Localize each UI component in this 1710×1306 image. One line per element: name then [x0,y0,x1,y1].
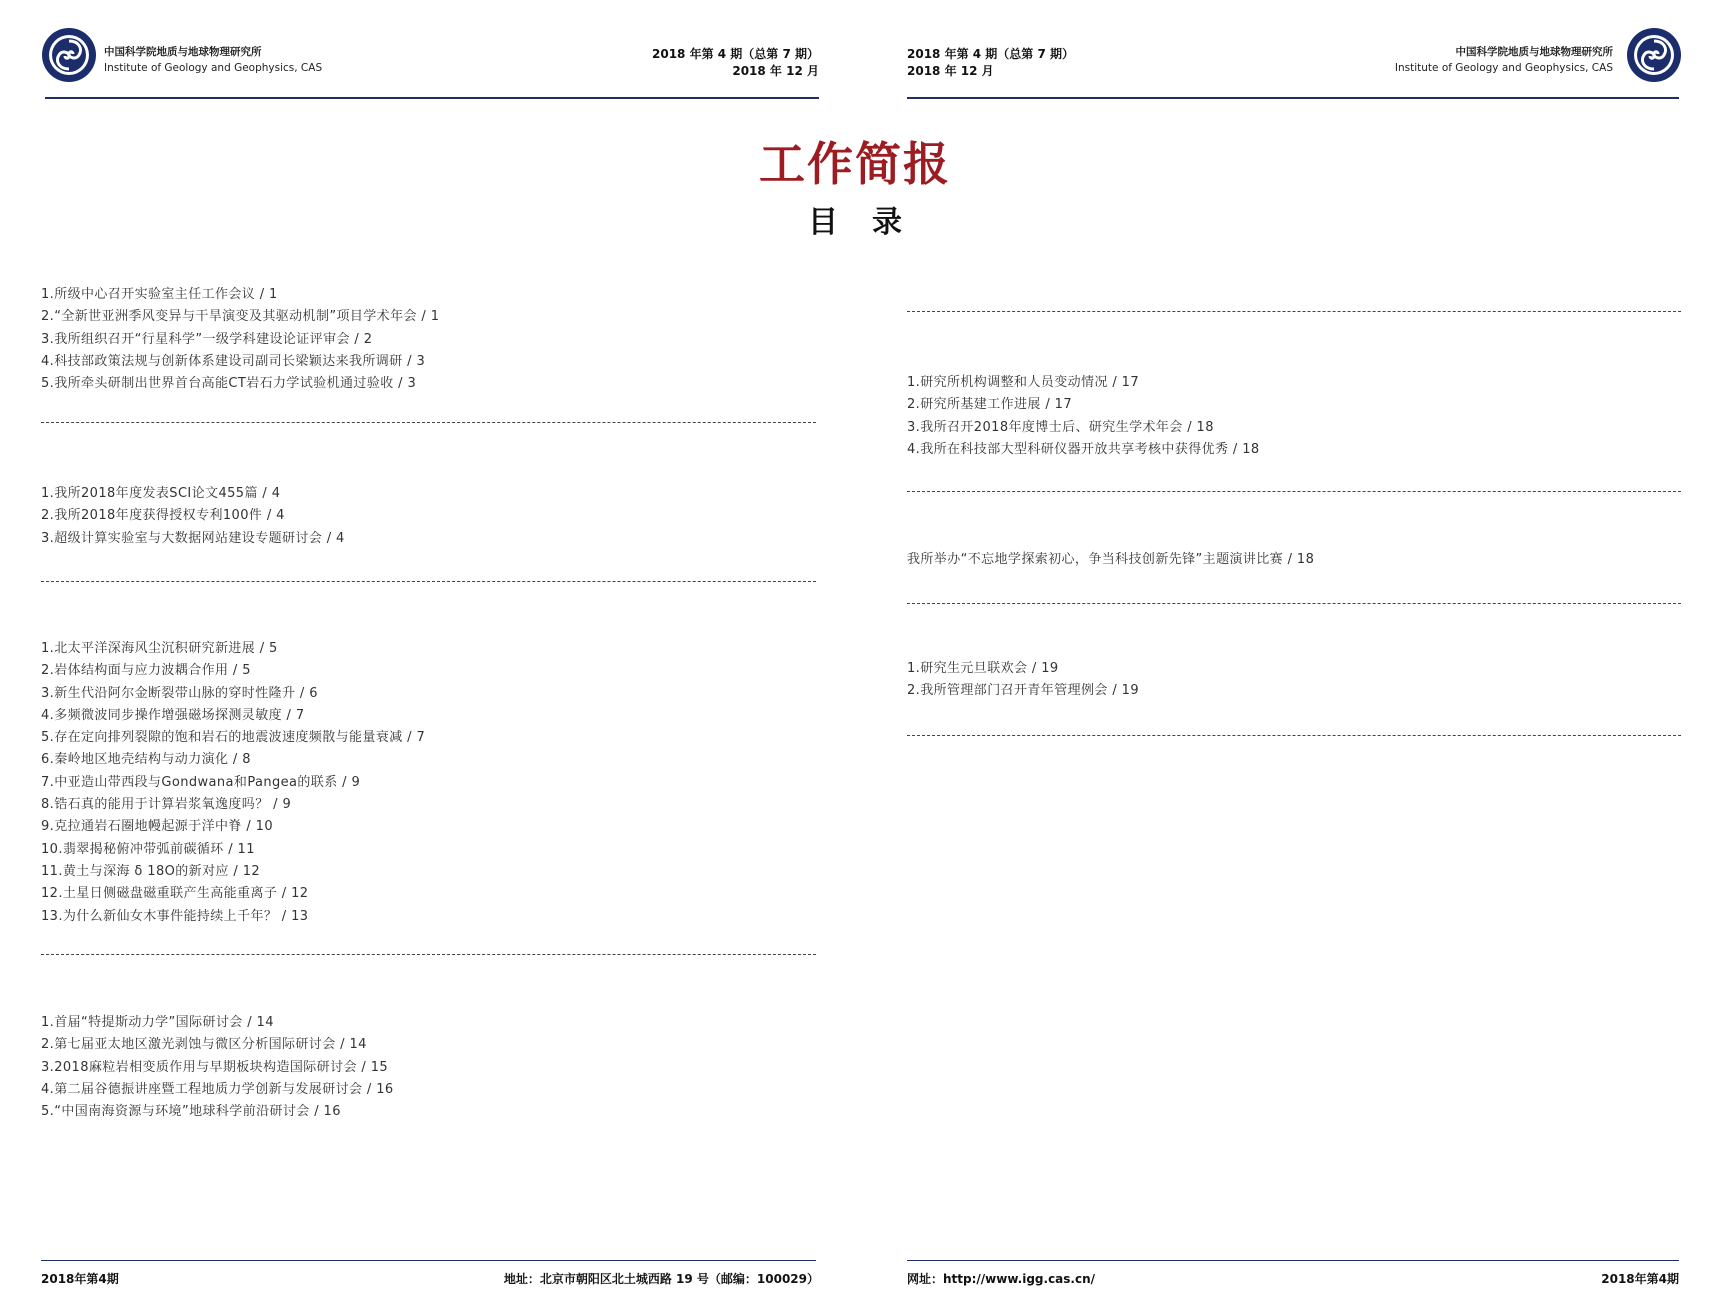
toc-item[interactable]: 7.中亚造山带西段与Gondwana和Pangea的联系 / 9 [41,774,361,790]
section-divider [41,422,816,423]
toc-item[interactable]: 13.为什么新仙女木事件能持续上千年？ / 13 [41,908,309,924]
toc-section [907,372,1260,461]
toc-item[interactable]: 1.北太平洋深海风尘沉积研究新进展 / 5 [41,641,278,656]
toc-item[interactable]: 4.科技部政策法规与创新体系建设司副司长梁颖达来我所调研 / 3 [41,353,426,369]
toc-item[interactable]: 3.新生代沿阿尔金断裂带山脉的穿时性隆升 / 6 [41,685,318,701]
issue-number: 2018 年第 4 期（总第 7 期） [907,47,1074,61]
toc-item[interactable]: 6.秦岭地区地壳结构与动力演化 / 8 [41,752,251,768]
toc-item[interactable]: 5.存在定向排列裂隙的饱和岩石的地震波速度频散与能量衰减 / 7 [41,730,426,746]
toc-section [41,483,345,550]
toc-item[interactable]: 2.“全新世亚洲季风变异与干旱演变及其驱动机制”项目学术年会 / 1 [41,309,440,325]
institute-name [104,44,322,76]
toc-item[interactable]: 10.翡翠揭秘俯冲带弧前碳循环 / 11 [41,841,255,857]
section-divider [907,311,1681,312]
toc-section [907,549,1314,571]
issue-date: 2018 年 12 月 [732,64,819,78]
toc-item[interactable]: 1.研究生元旦联欢会 / 19 [907,661,1059,676]
igg-cas-emblem-icon [1626,27,1682,83]
section-divider [907,491,1681,492]
igg-cas-emblem-icon [41,27,97,83]
toc-item[interactable]: 4.多频微波同步操作增强磁场探测灵敏度 / 7 [41,707,305,723]
issue-number: 2018 年第 4 期（总第 7 期） [652,47,819,61]
toc-item[interactable]: 2.研究所基建工作进展 / 17 [907,397,1072,413]
institute-name-en: Institute of Geology and Geophysics, CAS [1394,62,1613,74]
section-divider [41,581,816,582]
institute-name [1395,44,1613,76]
toc-item[interactable]: 9.克拉通岩石圈地幔起源于洋中脊 / 10 [41,819,273,835]
toc-item[interactable]: 3.超级计算实验室与大数据网站建设专题研讨会 / 4 [41,530,345,546]
toc-heading: 目录 [808,205,936,240]
toc-item[interactable]: 8.锆石真的能用于计算岩浆氧逸度吗？ / 9 [41,797,292,813]
toc-item[interactable]: 2.我所管理部门召开青年管理例会 / 19 [907,683,1139,699]
footer-website: 网址：http://www.igg.cas.cn/ [907,1272,1096,1286]
toc-item[interactable]: 1.所级中心召开实验室主任工作会议 / 1 [41,287,278,302]
right-page [855,0,1710,1306]
toc-item[interactable]: 2.我所2018年度获得授权专利100件 / 4 [41,508,285,524]
toc-item[interactable]: 1.研究所机构调整和人员变动情况 / 17 [907,375,1139,390]
toc-item[interactable]: 12.土星日侧磁盘磁重联产生高能重离子 / 12 [41,886,309,902]
section-divider [907,603,1681,604]
toc-item[interactable]: 1.首届“特提斯动力学”国际研讨会 / 14 [41,1015,274,1030]
issue-info [652,46,819,80]
toc-item[interactable]: 1.我所2018年度发表SCI论文455篇 / 4 [41,486,281,501]
toc-item[interactable]: 11.黄土与深海 δ 18O的新对应 / 12 [41,863,261,879]
footer-address: 地址：北京市朝阳区北土城西路 19 号（邮编：100029） [503,1272,819,1286]
footer-issue: 2018年第4期 [41,1272,119,1286]
page-title: 工作简报 [759,137,951,191]
toc-item[interactable]: 3.我所召开2018年度博士后、研究生学术年会 / 18 [907,419,1214,435]
issue-info [907,46,1074,80]
issue-date: 2018 年 12 月 [907,64,994,78]
institute-name-en: Institute of Geology and Geophysics, CAS [104,62,323,74]
toc-section [41,1012,394,1123]
header-rule [45,97,819,99]
section-divider [907,735,1681,736]
toc-section [41,638,425,928]
toc-item[interactable]: 3.我所组织召开“行星科学”一级学科建设论证评审会 / 2 [41,331,373,347]
footer-rule [41,1260,816,1261]
toc-item[interactable]: 我所举办“不忘地学探索初心，争当科技创新先锋”主题演讲比赛 / 18 [907,552,1315,567]
toc-item[interactable]: 5.“中国南海资源与环境”地球科学前沿研讨会 / 16 [41,1104,341,1120]
footer-rule [907,1260,1679,1261]
toc-item[interactable]: 4.我所在科技部大型科研仪器开放共享考核中获得优秀 / 18 [907,441,1260,457]
footer-issue: 2018年第4期 [1601,1272,1679,1286]
toc-section [41,284,439,395]
toc-item[interactable]: 2.第七届亚太地区激光剥蚀与微区分析国际研讨会 / 14 [41,1037,367,1053]
toc-item[interactable]: 2.岩体结构面与应力波耦合作用 / 5 [41,663,251,679]
institute-name-cn: 中国科学院地质与地球物理研究所 [104,46,262,58]
toc-item[interactable]: 4.第二届谷德振讲座暨工程地质力学创新与发展研讨会 / 16 [41,1081,394,1097]
section-divider [41,954,816,955]
toc-section [907,658,1139,703]
toc-item[interactable]: 5.我所牵头研制出世界首台高能CT岩石力学试验机通过验收 / 3 [41,376,417,392]
toc-item[interactable]: 3.2018麻粒岩相变质作用与早期板块构造国际研讨会 / 15 [41,1059,389,1075]
header-rule [907,97,1679,99]
institute-name-cn: 中国科学院地质与地球物理研究所 [1455,46,1613,58]
